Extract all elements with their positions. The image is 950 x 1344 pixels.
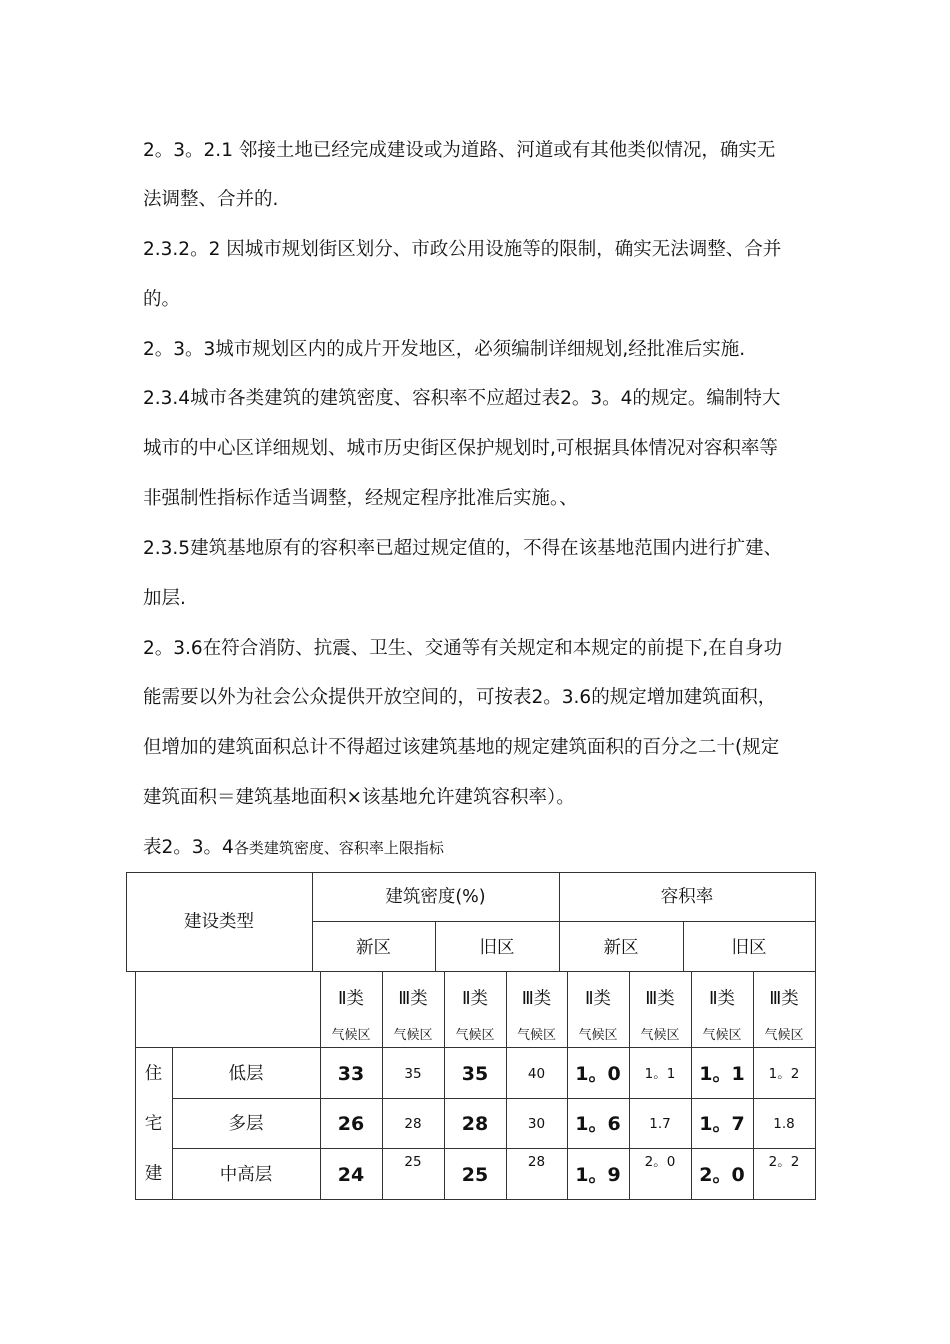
category-char: 住 [144,1064,163,1084]
row-label: 多层 [228,1114,264,1134]
value-cell: 26 [337,1113,365,1135]
climate-zone-label: 气候区 [455,1028,495,1043]
table-caption-number: 表2。3。4 [143,837,234,858]
paragraph-line: 2。3。2.1 邻接土地已经完成建设或为道路、河道或有其他类似情况，确实无 [143,140,776,161]
value-cell: 1。7 [699,1113,745,1135]
value-cell: 1。2 [768,1066,800,1082]
far-new-area: 新区 [603,938,639,958]
class2-header: Ⅱ类 [584,989,612,1009]
category-char: 宅 [144,1114,163,1134]
class3-header: Ⅲ类 [769,989,799,1009]
value-cell: 1.8 [773,1116,795,1132]
value-cell: 30 [527,1116,546,1132]
value-cell: 1.7 [649,1116,671,1132]
row-label: 低层 [228,1064,264,1084]
class3-header: Ⅲ类 [521,989,552,1009]
row-label: 中高层 [219,1165,273,1185]
climate-zone-label: 气候区 [764,1028,804,1043]
density-header: 建筑密度(%) [385,887,486,907]
table-caption [143,836,444,860]
climate-zone-label: 气候区 [393,1028,433,1043]
value-cell: 35 [461,1063,489,1085]
paragraph-line: 能需要以外为社会公众提供开放空间的，可按表2。3.6的规定增加建筑面积， [143,687,777,708]
climate-zone-label: 气候区 [331,1028,371,1043]
value-cell: 2。2 [768,1154,800,1170]
class2-header: Ⅱ类 [337,989,365,1009]
far-header: 容积率 [660,887,714,907]
table-caption-title: 各类建筑密度、容积率上限指标 [233,839,444,857]
value-cell: 1。9 [575,1164,621,1186]
value-cell: 1。6 [575,1113,621,1135]
value-cell: 28 [527,1154,546,1170]
value-cell: 1。0 [575,1063,621,1085]
class3-header: Ⅲ类 [645,989,675,1009]
category-char: 建 [144,1164,163,1184]
value-cell: 24 [337,1164,365,1186]
climate-zone-label: 气候区 [702,1028,742,1043]
paragraph-line: 2。3。3城市规划区内的成片开发地区，必须编制详细规划,经批准后实施. [143,339,746,360]
paragraph-line: 2.3.4城市各类建筑的建筑密度、容积率不应超过表2。3。4的规定。编制特大 [143,388,781,409]
value-cell: 1。1 [644,1066,676,1082]
build-type-header: 建设类型 [184,912,254,932]
paragraph-line: 但增加的建筑面积总计不得超过该建筑基地的规定建筑面积的百分之二十(规定 [143,737,780,758]
paragraph-line: 城市的中心区详细规划、城市历史街区保护规划时,可根据具体情况对容积率等 [143,438,778,459]
paragraph-line: 建筑面积＝建筑基地面积×该基地允许建筑容积率）。 [143,787,575,808]
paragraph-line: 2.3.2。2 因城市规划街区划分、市政公用设施等的限制，确实无法调整、合并 [143,239,782,260]
value-cell: 40 [527,1066,546,1082]
paragraph-line: 法调整、合并的. [143,189,279,210]
class2-header: Ⅱ类 [708,989,736,1009]
climate-zone-label: 气候区 [516,1028,556,1043]
value-cell: 25 [461,1164,489,1186]
class2-header: Ⅱ类 [461,989,489,1009]
paragraph-line: 2。3.6在符合消防、抗震、卫生、交通等有关规定和本规定的前提下,在自身功 [143,638,783,659]
value-cell: 1。1 [699,1063,745,1085]
climate-zone-label: 气候区 [578,1028,618,1043]
value-cell: 25 [404,1154,422,1170]
value-cell: 35 [404,1066,422,1082]
far-old-area: 旧区 [731,938,767,958]
value-cell: 28 [404,1116,422,1132]
paragraph-line: 加层. [143,588,186,609]
value-cell: 2。0 [699,1164,745,1186]
class3-header: Ⅲ类 [398,989,428,1009]
value-cell: 33 [337,1063,365,1085]
paragraph-line: 非强制性指标作适当调整，经规定程序批准后实施。、 [143,488,578,509]
density-new-area: 新区 [356,938,391,958]
density-old-area: 旧区 [479,938,515,958]
paragraph-line: 2.3.5建筑基地原有的容积率已超过规定值的，不得在该基地范围内进行扩建、 [143,538,783,559]
climate-zone-label: 气候区 [640,1028,680,1043]
paragraph-line: 的。 [143,289,181,310]
value-cell: 2。0 [644,1154,676,1170]
value-cell: 28 [461,1113,489,1135]
